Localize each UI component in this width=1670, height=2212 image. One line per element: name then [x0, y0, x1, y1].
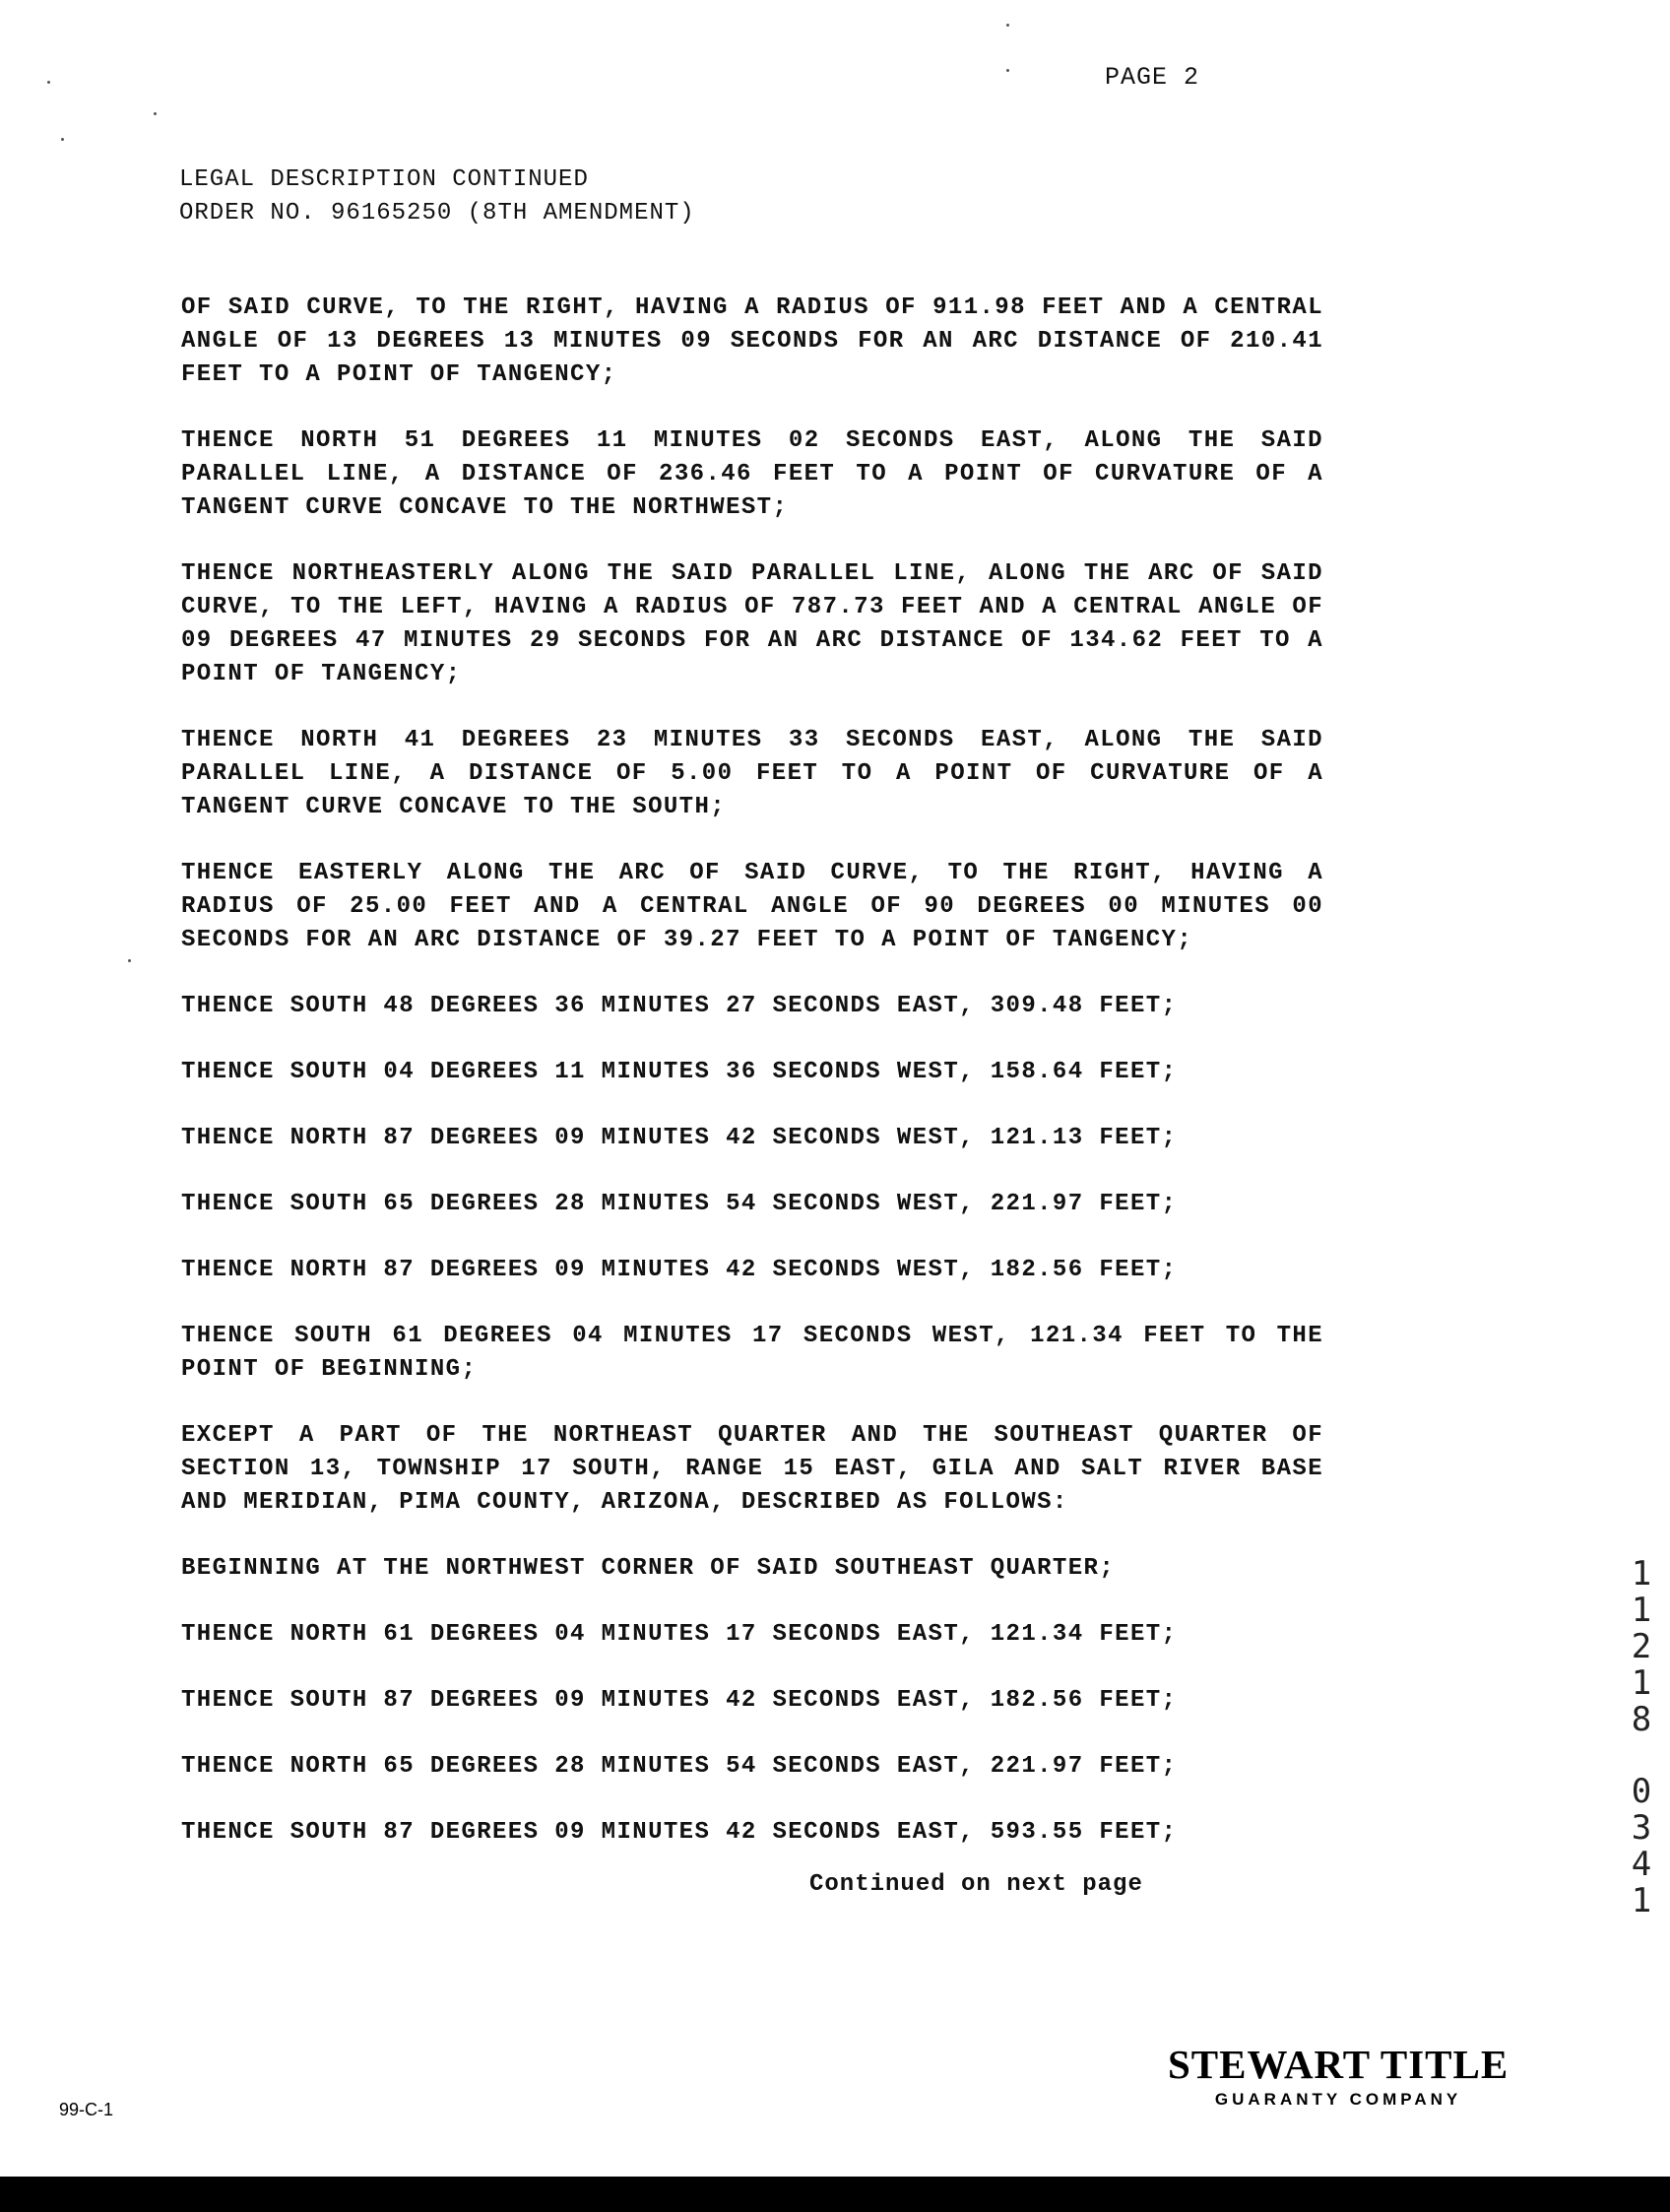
stamp-gap: [1627, 1738, 1656, 1774]
paragraph: THENCE SOUTH 87 DEGREES 09 MINUTES 42 SECONDS EAST, 593.55 FEET;: [181, 1819, 1178, 1846]
company-logo: [1168, 2041, 1509, 2110]
paragraph: THENCE NORTH 61 DEGREES 04 MINUTES 17 SECONDS EAST, 121.34 FEET;: [181, 1621, 1178, 1648]
stamp-digit: 4: [1631, 1845, 1652, 1884]
side-stamp-number: [1627, 1556, 1656, 1919]
stamp-digit: 1: [1631, 1881, 1652, 1920]
scan-speck: [61, 138, 64, 141]
document-header: [179, 163, 695, 230]
scan-speck: [128, 959, 131, 962]
header-title: LEGAL DESCRIPTION CONTINUED: [179, 166, 589, 193]
scan-speck: [1006, 24, 1009, 27]
continued-note: Continued on next page: [809, 1871, 1143, 1898]
stamp-digit: 1: [1631, 1591, 1652, 1630]
paragraph: THENCE NORTH 65 DEGREES 28 MINUTES 54 SECONDS EAST, 221.97 FEET;: [181, 1753, 1178, 1780]
paragraph: THENCE NORTH 87 DEGREES 09 MINUTES 42 SECONDS WEST, 182.56 FEET;: [181, 1257, 1178, 1283]
logo-subtitle: GUARANTY COMPANY: [1214, 2090, 1462, 2109]
paragraph: BEGINNING AT THE NORTHWEST CORNER OF SAID SOUTHEAST QUARTER;: [181, 1555, 1116, 1582]
paragraph: THENCE SOUTH 61 DEGREES 04 MINUTES 17 SECONDS WEST, 121.34 FEET TO THE POINT OF BEGINNING;: [181, 1323, 1323, 1383]
paragraph: THENCE SOUTH 48 DEGREES 36 MINUTES 27 SECONDS EAST, 309.48 FEET;: [181, 993, 1178, 1019]
stamp-digit: 8: [1631, 1700, 1652, 1739]
order-number: ORDER NO. 96165250 (8TH AMENDMENT): [179, 200, 695, 227]
legal-description-body: [181, 292, 1323, 1882]
stamp-digit: 2: [1631, 1627, 1652, 1666]
stamp-digit: 0: [1631, 1772, 1652, 1811]
paragraph: OF SAID CURVE, TO THE RIGHT, HAVING A RADIUS OF 911.98 FEET AND A CENTRAL ANGLE OF 13 DEGREES 13 MINUTES 09 SECONDS FOR AN ARC DISTANCE OF 210.41 FEET TO A POINT OF TANGENCY;: [181, 294, 1323, 388]
paragraph: THENCE NORTHEASTERLY ALONG THE SAID PARALLEL LINE, ALONG THE ARC OF SAID CURVE, TO THE LEFT, HAVING A RADIUS OF 787.73 FEET AND A CENTRAL ANGLE OF 09 DEGREES 47 MINUTES 29 SECONDS FOR AN ARC DISTANCE OF 134.62 FEET TO A POINT OF TANGENCY;: [181, 560, 1323, 687]
form-code: 99-C-1: [59, 2100, 114, 2119]
stamp-digit: 3: [1631, 1808, 1652, 1848]
stamp-digit: 1: [1631, 1663, 1652, 1703]
scan-speck: [154, 112, 157, 115]
paragraph: EXCEPT A PART OF THE NORTHEAST QUARTER AND THE SOUTHEAST QUARTER OF SECTION 13, TOWNSHIP 17 SOUTH, RANGE 15 EAST, GILA AND SALT RIVER BASE AND MERIDIAN, PIMA COUNTY, ARIZONA, DESCRIBED AS FOLLOWS:: [181, 1422, 1323, 1516]
logo-name: STEWART TITLE: [1168, 2042, 1509, 2087]
stamp-digit: 1: [1631, 1554, 1652, 1594]
page-number: PAGE 2: [1105, 63, 1200, 92]
paragraph: THENCE EASTERLY ALONG THE ARC OF SAID CURVE, TO THE RIGHT, HAVING A RADIUS OF 25.00 FEET AND A CENTRAL ANGLE OF 90 DEGREES 00 MINUTES 00 SECONDS FOR AN ARC DISTANCE OF 39.27 FEET TO A POINT OF TANGENCY;: [181, 860, 1323, 953]
paragraph: THENCE SOUTH 65 DEGREES 28 MINUTES 54 SECONDS WEST, 221.97 FEET;: [181, 1191, 1178, 1217]
scan-bottom-edge: [0, 2177, 1670, 2212]
paragraph: THENCE NORTH 51 DEGREES 11 MINUTES 02 SECONDS EAST, ALONG THE SAID PARALLEL LINE, A DISTANCE OF 236.46 FEET TO A POINT OF CURVATURE OF A TANGENT CURVE CONCAVE TO THE NORTHWEST;: [181, 427, 1323, 521]
paragraph: THENCE SOUTH 87 DEGREES 09 MINUTES 42 SECONDS EAST, 182.56 FEET;: [181, 1687, 1178, 1714]
paragraph: THENCE NORTH 41 DEGREES 23 MINUTES 33 SECONDS EAST, ALONG THE SAID PARALLEL LINE, A DISTANCE OF 5.00 FEET TO A POINT OF CURVATURE OF A TANGENT CURVE CONCAVE TO THE SOUTH;: [181, 727, 1323, 820]
scan-speck: [1006, 69, 1009, 72]
paragraph: THENCE SOUTH 04 DEGREES 11 MINUTES 36 SECONDS WEST, 158.64 FEET;: [181, 1059, 1178, 1085]
scan-speck: [47, 81, 50, 84]
paragraph: THENCE NORTH 87 DEGREES 09 MINUTES 42 SECONDS WEST, 121.13 FEET;: [181, 1125, 1178, 1151]
